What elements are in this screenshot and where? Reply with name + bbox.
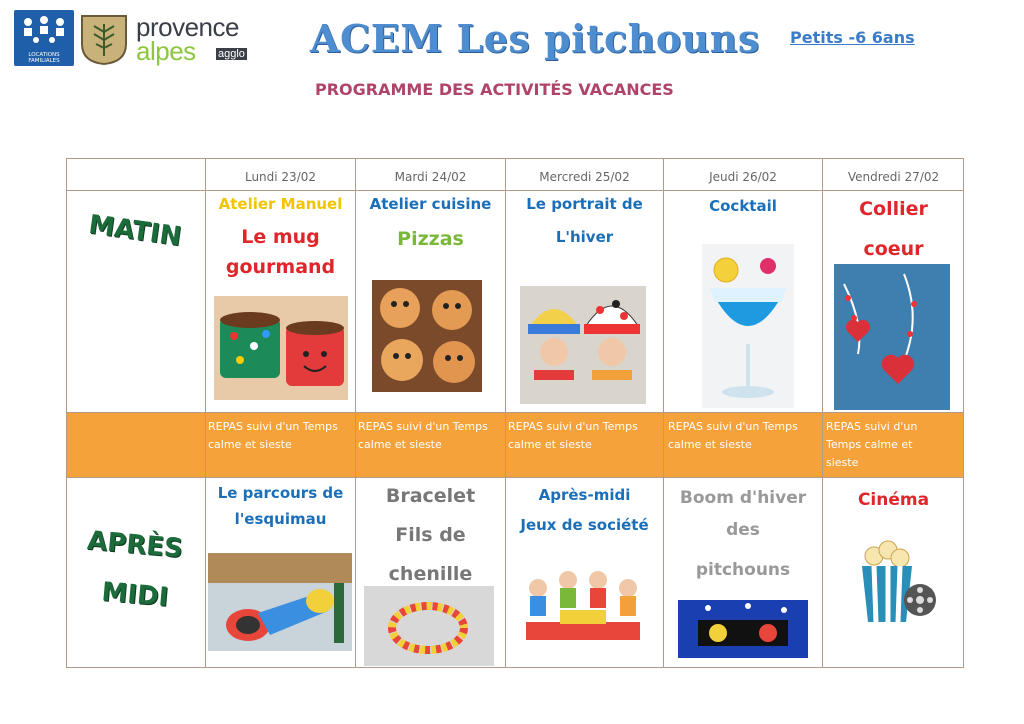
meal-note-line: REPAS suivi d'un Temps bbox=[358, 420, 488, 433]
activity-title: Boom d'hiver bbox=[679, 488, 807, 508]
pizza-image bbox=[372, 280, 482, 392]
day-header-thursday: Jeudi 26/02 bbox=[709, 170, 777, 184]
period-afternoon-line2: MIDI bbox=[100, 577, 170, 613]
meal-note-line: REPAS suivi d'un bbox=[826, 420, 918, 433]
logo-word-provence: provence bbox=[136, 12, 239, 42]
activity-title: Atelier Manuel bbox=[218, 195, 343, 213]
row-divider bbox=[66, 190, 964, 191]
activity-title: l'esquimau bbox=[234, 510, 327, 528]
meal-note-line: REPAS suivi d'un Temps bbox=[668, 420, 798, 433]
meal-note-friday bbox=[826, 418, 962, 472]
tunnel-course-image bbox=[208, 553, 352, 651]
disco-party-image bbox=[678, 600, 808, 658]
activity-title: pitchouns bbox=[695, 560, 791, 580]
meal-note-line: calme et sieste bbox=[508, 438, 592, 451]
meal-note-line: calme et sieste bbox=[208, 438, 292, 451]
activity-title: Pizzas bbox=[397, 228, 464, 250]
activity-title: Le mug bbox=[241, 226, 320, 248]
caf-caption: LOCATIONS FAMILIALES bbox=[28, 52, 60, 64]
mug-craft-image bbox=[214, 296, 348, 400]
activity-title: Jeux de société bbox=[520, 516, 649, 534]
activity-title: Bracelet bbox=[385, 485, 476, 507]
day-header-monday: Lundi 23/02 bbox=[244, 170, 317, 184]
meal-note-line: REPAS suivi d'un Temps bbox=[508, 420, 638, 433]
period-morning: MATIN bbox=[86, 209, 184, 253]
activity-title: Le parcours de bbox=[217, 484, 344, 502]
page-title: ACEM Les pitchouns bbox=[310, 16, 760, 61]
meal-note-line: Temps calme et bbox=[826, 438, 913, 451]
heart-necklace-image bbox=[834, 264, 950, 410]
activity-title: gourmand bbox=[225, 256, 336, 278]
activity-title: Fils de bbox=[395, 524, 466, 546]
activity-title: chenille bbox=[388, 563, 473, 585]
activity-title: des bbox=[726, 520, 760, 540]
day-header-tuesday: Mardi 24/02 bbox=[394, 170, 467, 184]
page-subtitle: PROGRAMME DES ACTIVITÉS VACANCES bbox=[315, 80, 674, 99]
activity-title: Collier bbox=[859, 198, 928, 220]
period-afternoon-line1: APRÈS bbox=[86, 525, 184, 565]
meal-note-wednesday bbox=[508, 418, 661, 454]
row-divider bbox=[66, 412, 964, 413]
activity-title: L'hiver bbox=[555, 228, 614, 246]
meal-note-tuesday bbox=[358, 418, 503, 454]
winter-portrait-image bbox=[520, 286, 646, 404]
crest-icon bbox=[80, 14, 128, 66]
meal-note-line: sieste bbox=[826, 456, 859, 469]
logo-word-agglo: agglo bbox=[218, 48, 245, 60]
meal-note-line: calme et sieste bbox=[668, 438, 752, 451]
activity-title: Le portrait de bbox=[526, 195, 643, 213]
caf-logo bbox=[14, 10, 74, 66]
board-games-image bbox=[520, 570, 646, 642]
column-divider bbox=[663, 158, 664, 668]
day-header-friday: Vendredi 27/02 bbox=[847, 170, 940, 184]
meal-note-thursday bbox=[668, 418, 820, 454]
meal-note-line: calme et sieste bbox=[358, 438, 442, 451]
row-divider bbox=[66, 477, 964, 478]
family-icon bbox=[20, 14, 68, 50]
bracelet-image bbox=[364, 586, 494, 666]
column-divider bbox=[822, 158, 823, 668]
logo-word-alpes: alpes bbox=[136, 36, 196, 66]
day-header-wednesday: Mercredi 25/02 bbox=[539, 170, 630, 184]
popcorn-cinema-icon bbox=[854, 540, 938, 626]
activity-title: Cocktail bbox=[709, 197, 777, 215]
activity-title: coeur bbox=[863, 238, 924, 260]
age-group-label: Petits -6 6ans bbox=[790, 28, 915, 47]
meal-note-line: REPAS suivi d'un Temps bbox=[208, 420, 338, 433]
cocktail-image bbox=[702, 244, 794, 408]
provence-alpes-logo bbox=[136, 12, 266, 64]
activity-title: Atelier cuisine bbox=[369, 195, 492, 213]
activity-title: Cinéma bbox=[857, 490, 930, 510]
activity-title: Après-midi bbox=[538, 486, 631, 504]
meal-note-monday bbox=[208, 418, 353, 454]
